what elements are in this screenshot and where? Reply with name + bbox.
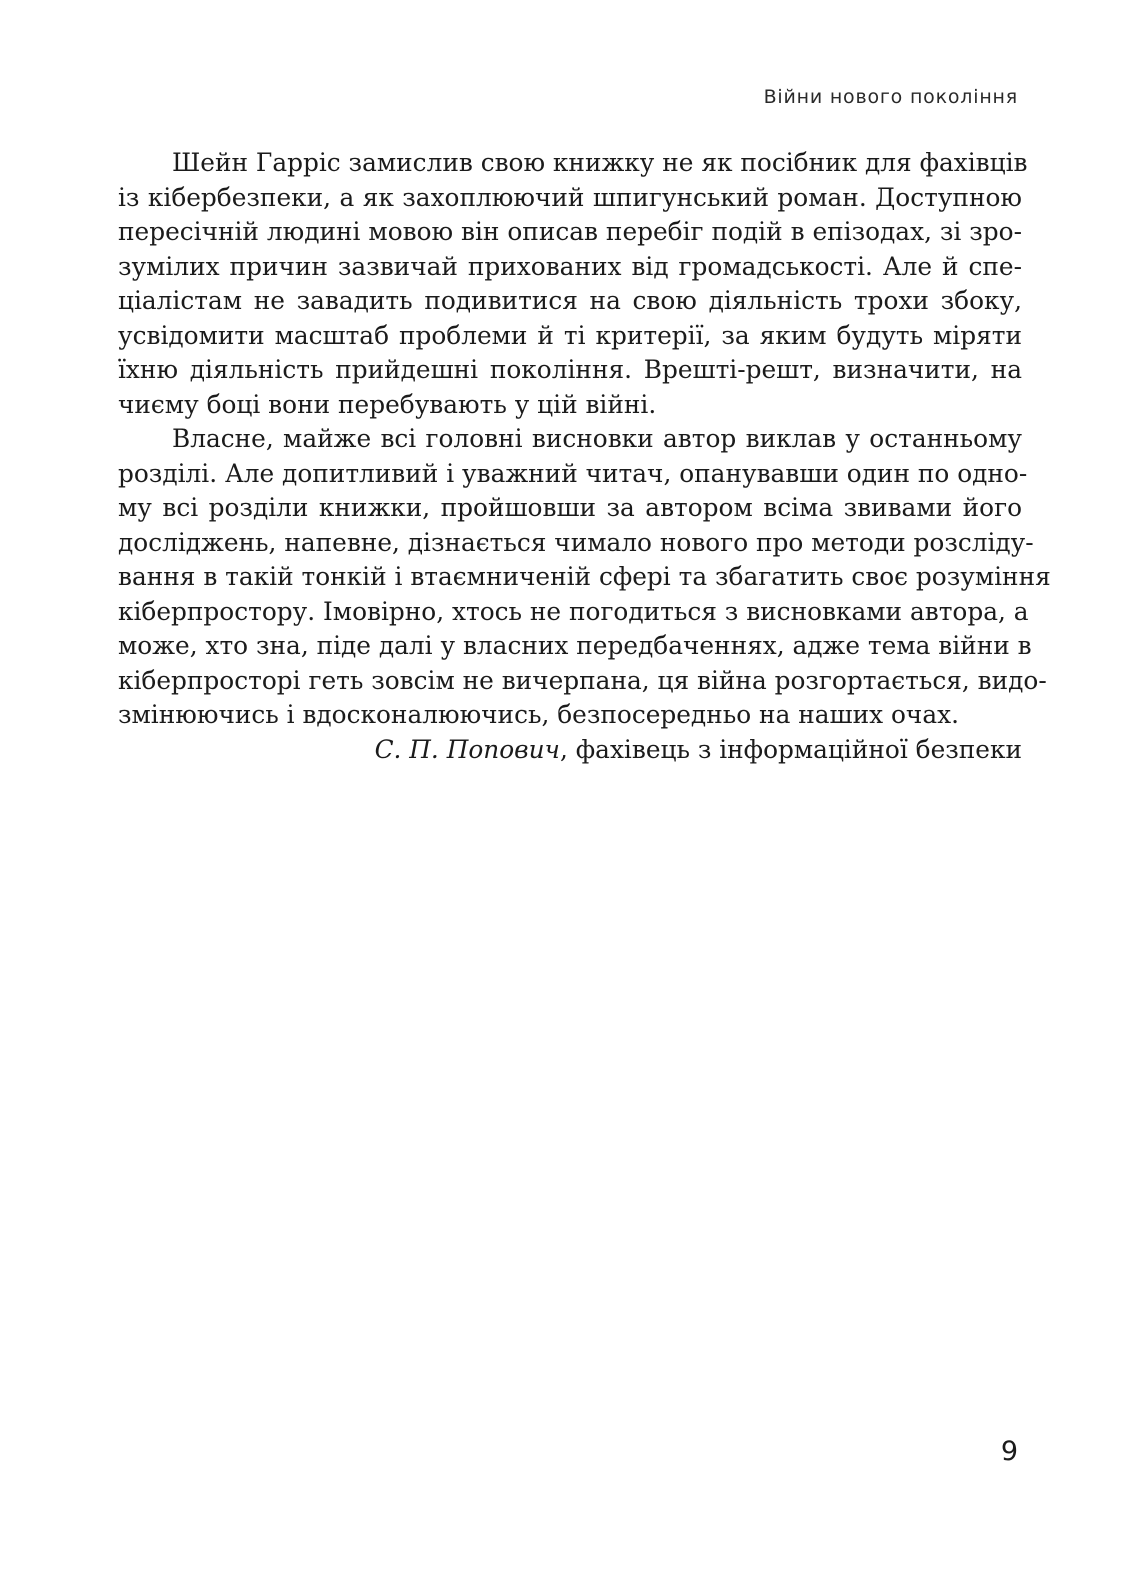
text-line: Власне, майже всі головні висновки автор виклав у останньому	[172, 424, 1022, 453]
text-line: може, хто зна, піде далі у власних передбаченнях, адже тема війни в	[118, 631, 1032, 660]
paragraph-1	[118, 146, 1028, 422]
text-line: розділі. Але допитливий і уважний читач, опанувавши один по одно-	[118, 458, 1028, 488]
signature-role: , фахівець з інформаційної безпеки	[559, 735, 1022, 764]
text-line: усвідомити масштаб проблеми й ті критерії, за яким будуть міряти	[118, 320, 1022, 350]
text-line: зумілих причин зазвичай прихованих від громадськості. Але й спе-	[118, 251, 1022, 281]
text-line: із кібербезпеки, а як захоплюючий шпигунський роман. Доступною	[118, 182, 1022, 212]
text-line: їхню діяльність прийдешні покоління. Врешті-решт, визначити, на	[118, 355, 1022, 384]
text-line: змінюючись і вдосконалюючись, безпосередньо на наших очах.	[118, 700, 959, 729]
paragraph-2	[118, 422, 1051, 733]
body-text	[118, 146, 1051, 733]
text-line: Шейн Гарріс замислив свою книжку не як посібник для фахівців	[172, 148, 1028, 177]
text-line: досліджень, напевне, дізнається чимало нового про методи розсліду-	[118, 527, 1034, 557]
running-header: Війни нового покоління	[763, 86, 1018, 108]
text-line: му всі розділи книжки, пройшовши за автором всіма звивами його	[118, 493, 1022, 522]
text-line: кіберпростору. Імовірно, хтось не погодиться з висновками автора, а	[118, 596, 1029, 626]
text-line: чиєму боці вони перебувають у цій війні.	[118, 389, 657, 419]
text-line: вання в такій тонкій і втаємниченій сфері та збагатить своє розуміння	[118, 562, 1051, 591]
page-number: 9	[1000, 1436, 1018, 1467]
signature-author: С. П. Попович	[374, 735, 560, 764]
text-line: кіберпросторі геть зовсім не вичерпана, ця війна розгортається, видо-	[118, 665, 1047, 695]
text-line: пересічній людині мовою він описав перебіг подій в епізодах, зі зро-	[118, 217, 1022, 246]
signature	[375, 733, 1022, 768]
text-line: ціалістам не завадить подивитися на свою діяльність трохи збоку,	[118, 286, 1022, 315]
